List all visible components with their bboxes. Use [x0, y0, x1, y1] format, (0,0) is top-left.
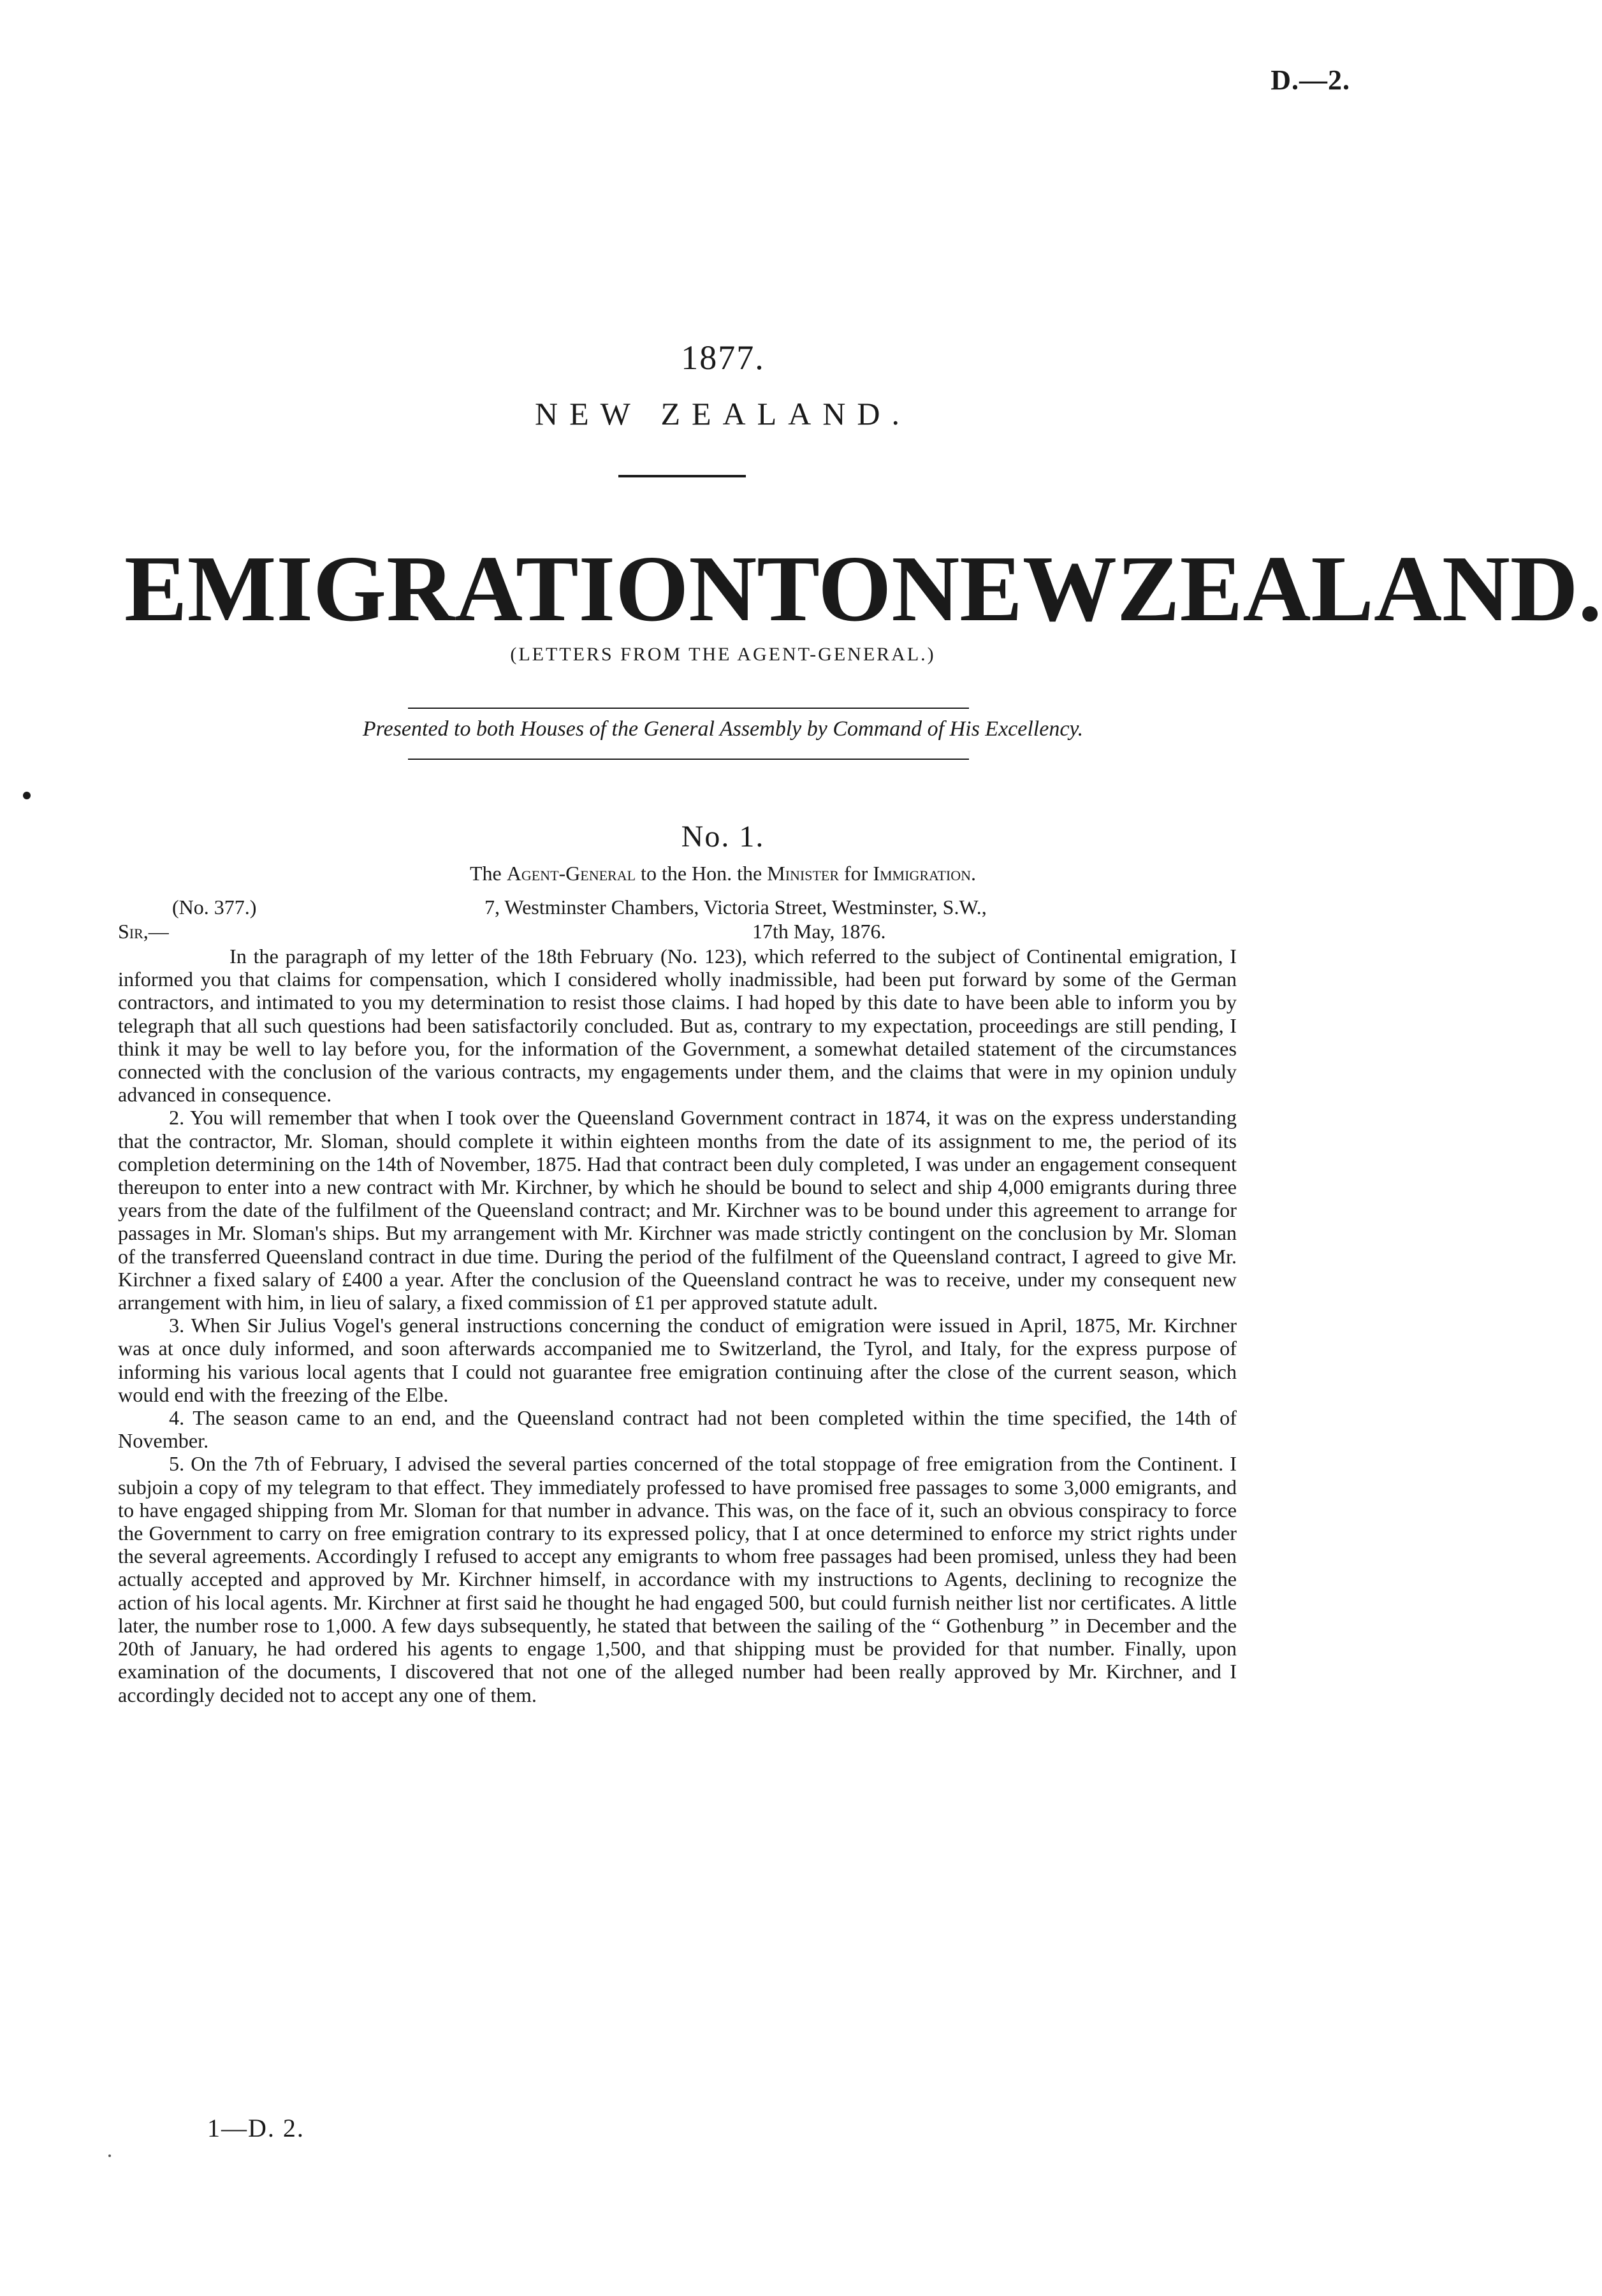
- divider-top: [408, 708, 969, 709]
- paragraph: 2. You will remember that when I took over the Queensland Government contract in 1874, it was on the express understanding that the contractor, Mr. Sloman, should complete it within eighteen months from the date of its assignment to me, the period of its completion determining on the 14th of November, 1875. Had that contract been duly completed, I was under an engagement consequent thereupon to enter into a new contract with Mr. Kirchner, by which he should be bound to select and ship 4,000 emigrants during three years from the date of the fulfilment of the Queensland contract; and Mr. Kirchner was to be bound under this agreement to arrange for passages in Mr. Sloman's ships. But my arrangement with Mr. Kirchner was made strictly contingent on the conclusion by Mr. Sloman of the transferred Queensland contract in due time. During the period of the fulfilment of the Queensland contract, I agreed to give Mr. Kirchner a fixed salary of £400 a year. After the conclusion of the Queensland contract he was to receive, under my consequent new arrangement with him, in lieu of salary, a fixed commission of £1 per approved statute adult.: [118, 1106, 1237, 1314]
- margin-dot: [23, 792, 31, 799]
- addressee-mid: to the Hon. the: [636, 862, 768, 885]
- sender-address: 7, Westminster Chambers, Victoria Street, Westminster, S.W.,: [484, 896, 987, 919]
- main-title: [124, 537, 1602, 641]
- letter-addressee: [0, 862, 1446, 885]
- title-word: EMIGRATION: [124, 537, 757, 641]
- addressee-prefix: The: [470, 862, 507, 885]
- letter-number: No. 1.: [681, 820, 765, 854]
- paragraph: 3. When Sir Julius Vogel's general instructions concerning the conduct of emigration were issued in April, 1875, Mr. Kirchner was at once duly informed, and soon afterwards accompanied me to Switzerland, the Tyrol, and Italy, for the express purpose of informing his various local agents that I could not guarantee free emigration continuing after the close of the current season, which would end with the freezing of the Elbe.: [118, 1314, 1237, 1406]
- divider-bottom: [408, 759, 969, 760]
- paragraph: In the paragraph of my letter of the 18th February (No. 123), which referred to the subject of Continental emigration, I informed you that claims for compensation, which I considered wholly inadmissible, had been put forward by some of the German contractors, and intimated to you my determination to resist those claims. I had hoped by this date to have been able to inform you by telegraph that all such questions had been satisfactorily concluded. But as, contrary to my expectation, proceedings are still pending, I think it may be well to lay before you, for the information of the Government, a somewhat detailed statement of the circumstances connected with the conclusion of the various contracts, my engagements under them, and the claims that were in my opinion unduly advanced in consequence.: [118, 945, 1237, 1107]
- letter-date: 17th May, 1876.: [752, 920, 886, 943]
- year-heading: 1877.: [681, 338, 765, 377]
- title-word: TO: [757, 537, 892, 641]
- addressee-from: Agent-General: [506, 862, 636, 885]
- paragraph: 5. On the 7th of February, I advised the several parties concerned of the total stoppage of free emigration from the Continent. I subjoin a copy of my telegram to that effect. They immediately professed to have promised free passages to some 3,000 emigrants, and to have engaged shipping from Mr. Sloman for that number in advance. This was, on the face of it, such an obvious conspiracy to force the Government to carry on free emigration contrary to its expressed policy, that I at once determined to enforce my strict rights under the several agreements. Accordingly I refused to accept any emigrants to whom free passages had been promised, unless they had been actually accepted and approved by Mr. Kirchner himself, in accordance with my instructions to Agents, declining to recognize the action of his local agents. Mr. Kirchner at first said he thought he had engaged 500, but could furnish neither list nor certificates. A little later, the number rose to 1,000. A few days subsequently, he stated that between the sailing of the “ Gothenburg ” in December and the 20th of January, he had ordered his agents to engage 1,500, and that shipping must be provided for that number. Finally, upon examination of the documents, I discovered that not one of the alleged number had been really approved by Mr. Kirchner, and I accordingly decided not to accept any one of them.: [118, 1452, 1237, 1706]
- paragraph: 4. The season came to an end, and the Queensland contract had not been completed within the time specified, the 14th of November.: [118, 1406, 1237, 1453]
- letter-body: [118, 945, 1237, 1706]
- country-heading: NEW ZEALAND.: [535, 396, 911, 432]
- presented-line: Presented to both Houses of the General Assembly by Command of His Excellency.: [362, 717, 1084, 741]
- title-word: NEW: [891, 537, 1117, 641]
- letter-ref-number: (No. 377.): [172, 896, 257, 919]
- addressee-for: for: [839, 862, 873, 885]
- addressee-dept: Immigration: [873, 862, 971, 885]
- salutation: Sir,—: [118, 920, 169, 943]
- subtitle: (LETTERS FROM THE AGENT-GENERAL.): [510, 644, 936, 665]
- addressee-to: Minister: [767, 862, 840, 885]
- margin-speck: [108, 2154, 111, 2157]
- page-reference: D.—2.: [1271, 64, 1350, 96]
- title-word: ZEALAND.: [1117, 537, 1602, 641]
- divider-short: [618, 475, 746, 477]
- addressee-end: .: [970, 862, 976, 885]
- sheet-signature: 1—D. 2.: [207, 2114, 305, 2142]
